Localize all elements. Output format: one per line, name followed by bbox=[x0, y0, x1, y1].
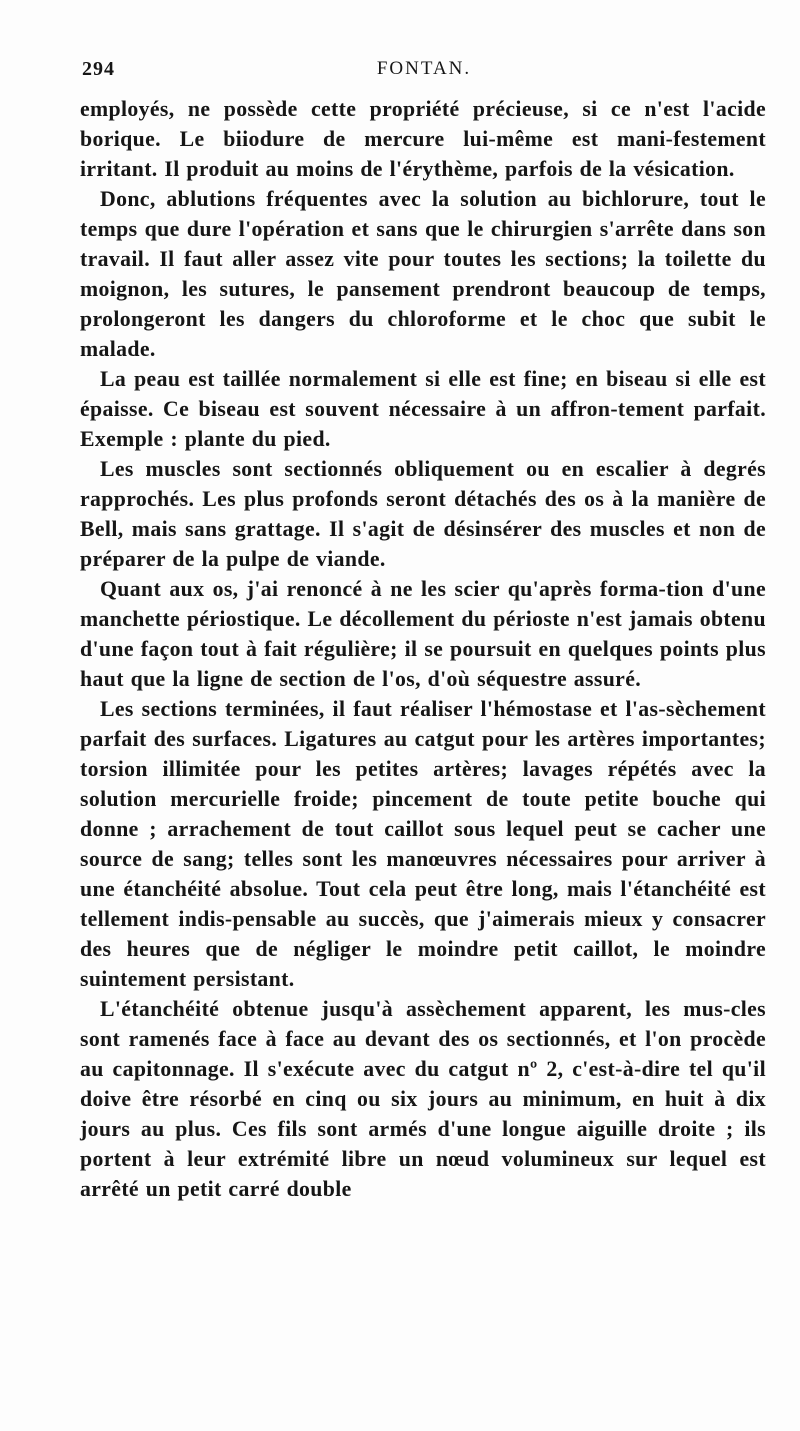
paragraph-muscles: Les muscles sont sectionnés obliquement ou en escalier à degrés rapprochés. Les plus profonds seront détachés des os à la manière de Bell, mais sans grattage. Il s'agit de désinsérer des muscles et non de préparer de la pulpe de viande. bbox=[80, 457, 766, 571]
paragraph-os: Quant aux os, j'ai renoncé à ne les scier qu'après forma-tion d'une manchette périostique. Le décollement du périoste n'est jamais obtenu d'une façon tout à fait régulière; il se poursuit en quelques points plus haut que la ligne de section de l'os, d'où séquestre assuré. bbox=[80, 577, 766, 691]
paragraph-ablutions: Donc, ablutions fréquentes avec la solution au bichlorure, tout le temps que dure l'opération et sans que le chirurgien s'arrête dans son travail. Il faut aller assez vite pour toutes les sections; la toilette du moignon, les sutures, le pansement prendront beaucoup de temps, prolongeront les dangers du chloroforme et le choc que subit le malade. bbox=[80, 187, 766, 361]
page-number: 294 bbox=[82, 58, 115, 80]
paragraph-capitonnage: L'étanchéité obtenue jusqu'à assèchement apparent, les mus-cles sont ramenés face à face au devant des os sectionnés, et l'on procède au capitonnage. Il s'exécute avec du catgut nº 2, c'est-à-dire tel qu'il doive être résorbé en cinq ou six jours au minimum, en huit à dix jours au plus. Ces fils sont armés d'une longue aiguille droite ; ils portent à leur extrémité libre un nœud volumineux sur lequel est arrêté un petit carré double bbox=[80, 997, 766, 1201]
running-title: FONTAN. bbox=[376, 58, 472, 79]
paragraph-continued: employés, ne possède cette propriété précieuse, si ce n'est l'acide borique. Le biiodure de mercure lui-même est mani-festement irritant. Il produit au moins de l'érythème, parfois de la vésication. bbox=[80, 97, 766, 181]
running-head bbox=[82, 58, 766, 88]
body-text bbox=[80, 94, 766, 1204]
paragraph-peau: La peau est taillée normalement si elle est fine; en biseau si elle est épaisse. Ce biseau est souvent nécessaire à un affron-tement parfait. Exemple : plante du pied. bbox=[80, 367, 766, 451]
paragraph-hemostase: Les sections terminées, il faut réaliser l'hémostase et l'as-sèchement parfait des surfaces. Ligatures au catgut pour les artères importantes; torsion illimitée pour les petites artères; lavages répétés avec la solution mercurielle froide; pincement de toute petite bouche qui donne ; arrachement de tout caillot sous lequel peut se cacher une source de sang; telles sont les manœuvres nécessaires pour arriver à une étanchéité absolue. Tout cela peut être long, mais l'étanchéité est tellement indis-pensable au succès, que j'aimerais mieux y consacrer des heures que de négliger le moindre petit caillot, le moindre suintement persistant. bbox=[80, 697, 766, 991]
